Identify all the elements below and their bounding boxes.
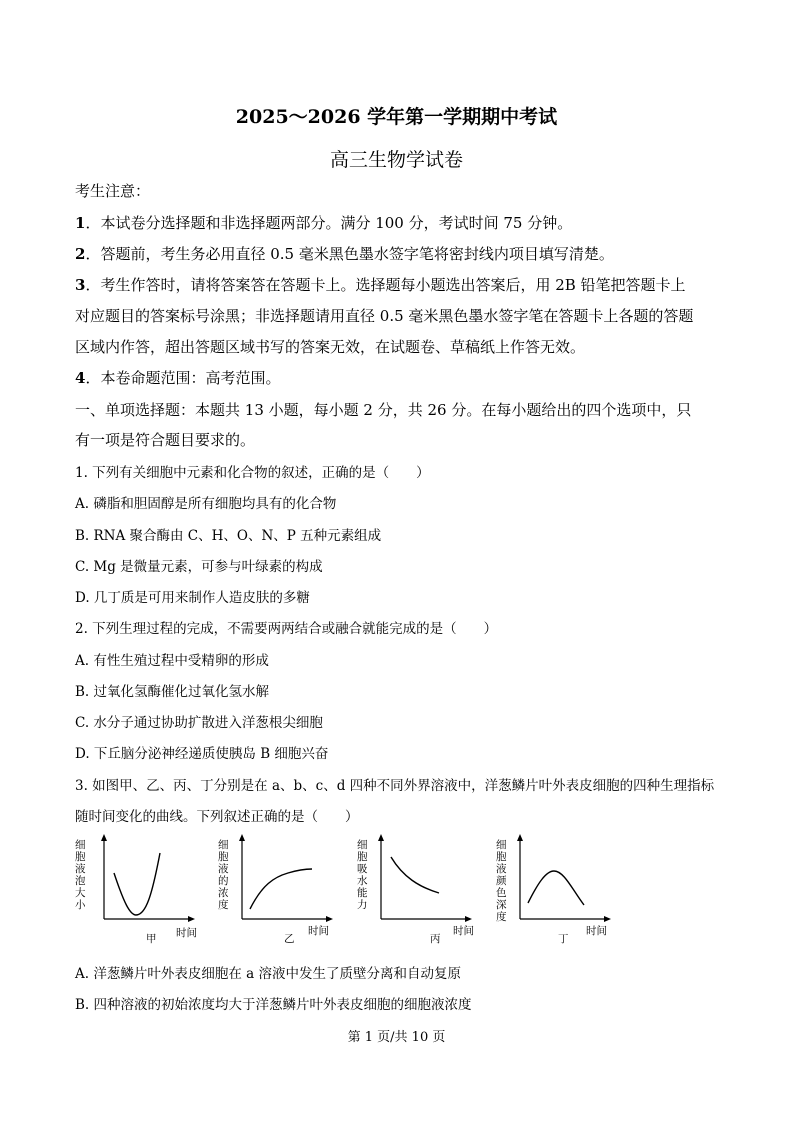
option-b: B. 过氧化氢酶催化过氧化氢水解 [75, 684, 270, 700]
figure-xlabel: 时间 [453, 925, 474, 937]
question-2-stem: 2. 下列生理过程的完成，不需要两两结合或融合就能完成的是（ ） [75, 621, 498, 637]
notice-item [75, 367, 280, 388]
curve [528, 871, 584, 905]
figure-caption: 丁 [558, 933, 569, 945]
figure-xlabel: 时间 [586, 925, 607, 937]
y-axis-arrow [101, 834, 107, 841]
notice-item [75, 212, 572, 233]
page-footer: 第 1 页/共 10 页 [347, 1030, 446, 1045]
notice-item [75, 336, 585, 357]
figure-yi [218, 833, 338, 947]
notice-item [75, 243, 614, 264]
section-heading: 一、单项选择题：本题共 13 小题，每小题 2 分，共 26 分。在每小题给出的四个选项中，只 [75, 401, 692, 419]
notice-num: 2 [75, 245, 86, 263]
option-c: C. 水分子通过协助扩散进入洋葱根尖细胞 [75, 715, 323, 731]
figure-ding [496, 833, 616, 947]
option-a: A. 洋葱鳞片叶外表皮细胞在 a 溶液中发生了质壁分离和自动复原 [75, 966, 461, 982]
option-a: A. 有性生殖过程中受精卵的形成 [75, 653, 269, 669]
x-axis-arrow [465, 916, 472, 922]
notice-item [75, 305, 693, 326]
figure-ylabel: 细胞液的浓度 [218, 839, 229, 911]
question-3-stem: 3. 如图甲、乙、丙、丁分别是在 a、b、c、d 四种不同外界溶液中，洋葱鳞片叶外表皮细胞的四种生理指标 [75, 778, 715, 794]
notice-text: 对应题目的答案标号涂黑；非选择题请用直径 0.5 毫米黑色墨水签字笔在答题卡上各题的答题 [75, 307, 694, 325]
figure-ylabel: 细胞液泡大小 [75, 839, 86, 911]
exam-title: 2025～2026 学年第一学期期中考试 [235, 106, 558, 128]
figure-bing [357, 833, 477, 947]
option-c: C. Mg 是微量元素，可参与叶绿素的构成 [75, 559, 323, 575]
figure-caption: 丙 [430, 933, 441, 945]
option-a: A. 磷脂和胆固醇是所有细胞均具有的化合物 [75, 496, 337, 512]
figure-ylabel: 细胞吸水能力 [357, 839, 368, 911]
notice-text: 区域内作答，超出答题区域书写的答案无效，在试题卷、草稿纸上作答无效。 [75, 338, 586, 356]
notice-heading: 考生注意： [75, 182, 151, 200]
exam-subtitle: 高三生物学试卷 [329, 149, 463, 171]
section-heading-cont: 有一项是符合题目要求的。 [75, 431, 256, 449]
notice-text: ．本卷命题范围：高考范围。 [85, 369, 281, 387]
notice-item [75, 274, 686, 295]
x-axis-arrow [326, 916, 333, 922]
x-axis-arrow [188, 916, 195, 922]
curve [250, 869, 312, 909]
notice-text: ．答题前，考生务必用直径 0.5 毫米黑色墨水签字笔将密封线内项目填写清楚。 [85, 245, 614, 263]
option-b: B. RNA 聚合酶由 C、H、O、N、P 五种元素组成 [75, 528, 382, 544]
figure-ylabel: 细胞液颜色深度 [496, 839, 507, 923]
figure-caption: 甲 [146, 933, 157, 945]
option-d: D. 几丁质是可用来制作人造皮肤的多糖 [75, 590, 310, 606]
figure-xlabel: 时间 [176, 927, 197, 939]
notice-text: ．本试卷分选择题和非选择题两部分。满分 100 分，考试时间 75 分钟。 [85, 214, 573, 232]
y-axis-arrow [378, 834, 384, 841]
figure-jia [75, 833, 200, 947]
figure-caption: 乙 [284, 933, 295, 945]
figure-xlabel: 时间 [308, 925, 329, 937]
curve [391, 857, 439, 893]
notice-num: 3 [75, 276, 86, 294]
notice-text: ．考生作答时，请将答案答在答题卡上。选择题每小题选出答案后，用 2B 铅笔把答题卡上 [85, 276, 686, 294]
notice-num: 4 [75, 369, 86, 387]
notice-num: 1 [75, 214, 86, 232]
option-d: D. 下丘脑分泌神经递质使胰岛 B 细胞兴奋 [75, 746, 329, 762]
option-b: B. 四种溶液的初始浓度均大于洋葱鳞片叶外表皮细胞的细胞液浓度 [75, 997, 472, 1013]
question-3-stem-cont: 随时间变化的曲线。下列叙述正确的是（ ） [75, 809, 359, 825]
y-axis-arrow [239, 834, 245, 841]
x-axis-arrow [604, 916, 611, 922]
curve [114, 853, 160, 915]
y-axis-arrow [517, 834, 523, 841]
question-1-stem: 1. 下列有关细胞中元素和化合物的叙述，正确的是（ ） [75, 465, 430, 481]
